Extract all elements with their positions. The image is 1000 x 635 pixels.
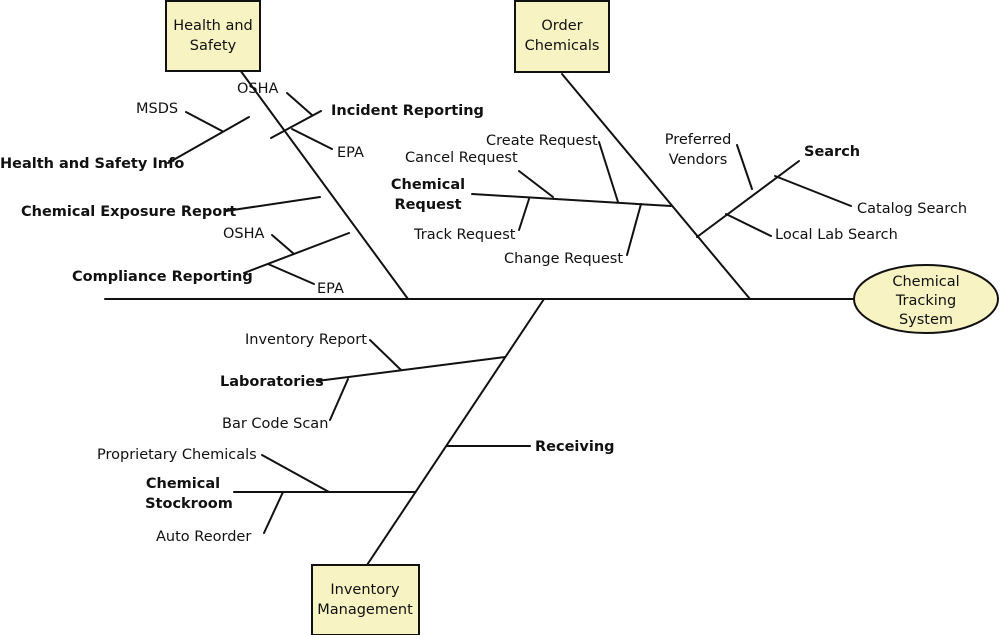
label-cancel-request: Cancel Request — [405, 150, 518, 166]
category-order-chemicals — [515, 1, 609, 72]
label-bar-code-scan: Bar Code Scan — [222, 416, 329, 432]
incident-reporting-branch — [271, 111, 321, 138]
create-request-branch — [599, 142, 618, 202]
category-inventory-management — [312, 565, 419, 635]
label-chemical-exposure-report: Chemical Exposure Report — [21, 204, 237, 220]
laboratories-branch — [317, 357, 505, 381]
catalog-search-branch — [775, 176, 851, 206]
order-chemicals-title-line2: Chemicals — [524, 38, 600, 54]
effect-chemical-tracking-system — [854, 265, 998, 333]
label-health-safety-info: Health and Safety Info — [0, 156, 185, 172]
health-safety-title-line2: Safety — [189, 38, 237, 54]
label-track-request: Track Request — [414, 227, 516, 243]
label-compliance-reporting: Compliance Reporting — [72, 269, 253, 285]
label-chemical-stockroom-line2: Stockroom — [145, 496, 233, 512]
inventory-management-bone — [367, 299, 544, 565]
label-chemical-request-line1: Chemical — [390, 177, 466, 193]
label-proprietary-chemicals: Proprietary Chemicals — [97, 447, 257, 463]
auto-reorder-branch — [264, 492, 283, 533]
exposure-report-branch — [226, 197, 320, 211]
label-compliance-epa: EPA — [317, 281, 344, 297]
label-inventory-report: Inventory Report — [245, 332, 367, 348]
label-chemical-stockroom-line1: Chemical — [145, 476, 221, 492]
inventory-management-title-line1: Inventory — [330, 582, 400, 598]
inventory-management-title-line2: Management — [317, 602, 413, 618]
inventory-report-branch — [370, 340, 401, 370]
bar-code-scan-branch — [330, 379, 348, 420]
preferred-vendors-branch — [737, 145, 752, 189]
label-catalog-search: Catalog Search — [857, 201, 968, 217]
label-auto-reorder: Auto Reorder — [156, 529, 252, 545]
label-receiving: Receiving — [535, 439, 615, 455]
label-compliance-osha: OSHA — [223, 226, 265, 242]
health-safety-title-line1: Health and — [173, 18, 253, 34]
order-chemicals-title-line1: Order — [541, 18, 583, 34]
incident-osha-branch — [287, 93, 312, 115]
change-request-branch — [627, 204, 641, 255]
proprietary-chemicals-branch — [262, 455, 329, 492]
compliance-osha-branch — [272, 235, 294, 254]
label-preferred-vendors-line2: Vendors — [668, 152, 728, 168]
label-incident-osha: OSHA — [237, 81, 279, 97]
label-search: Search — [804, 144, 861, 160]
incident-epa-branch — [292, 129, 332, 149]
effect-title-line1: Chemical — [892, 274, 960, 290]
cancel-request-branch — [519, 171, 553, 197]
track-request-branch — [519, 199, 529, 230]
label-change-request: Change Request — [504, 251, 624, 267]
label-chemical-request-line2: Request — [394, 197, 462, 213]
effect-title-line3: System — [898, 312, 954, 328]
label-incident-reporting: Incident Reporting — [331, 103, 484, 119]
msds-branch — [186, 112, 222, 131]
effect-title-line2: Tracking — [895, 293, 957, 309]
category-health-safety — [166, 1, 260, 71]
label-laboratories: Laboratories — [220, 374, 324, 390]
label-create-request: Create Request — [486, 133, 598, 149]
compliance-epa-branch — [268, 264, 314, 284]
label-preferred-vendors-line1: Preferred — [664, 132, 732, 148]
label-local-lab-search: Local Lab Search — [775, 227, 898, 243]
label-incident-epa: EPA — [337, 145, 364, 161]
label-msds: MSDS — [136, 101, 179, 117]
local-lab-search-branch — [726, 214, 771, 236]
